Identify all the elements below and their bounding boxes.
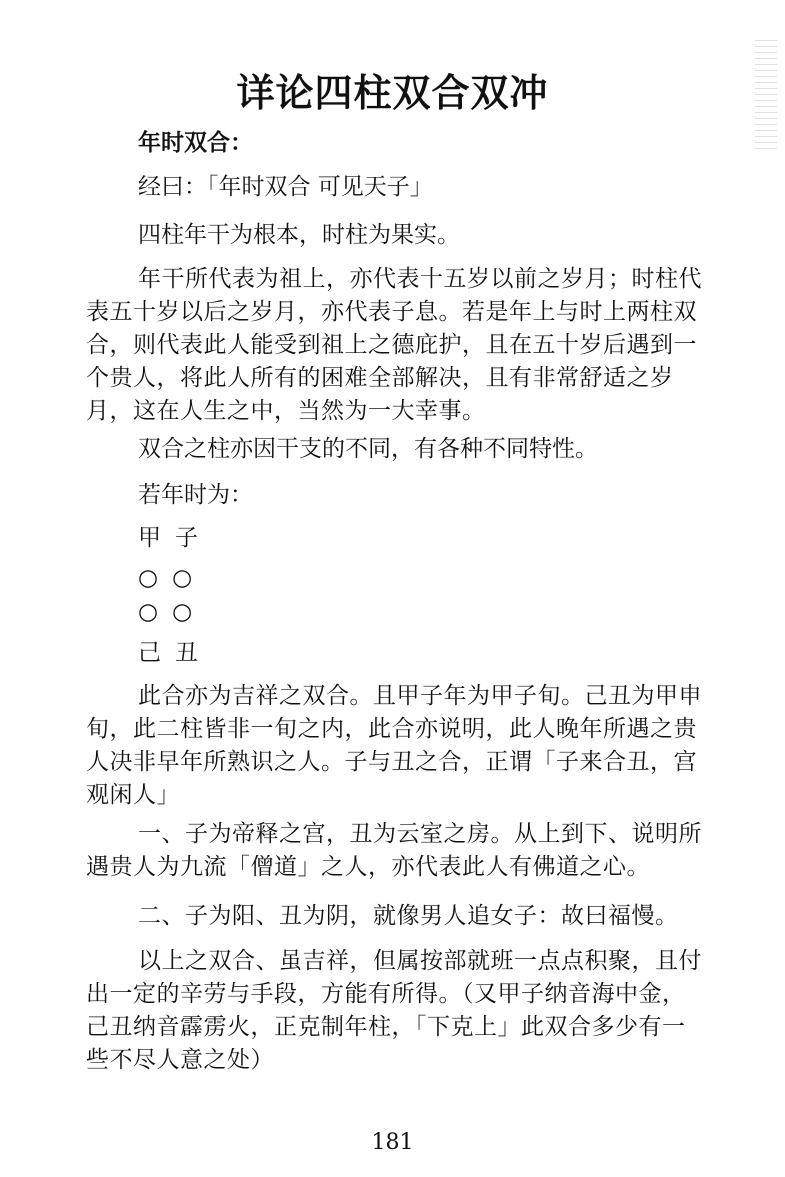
pillar-row-4: 己丑: [138, 640, 212, 666]
page-title: 详论四柱双合双冲: [236, 71, 549, 115]
page-number: 181: [371, 1130, 414, 1155]
pillar-row-3: ○○: [138, 599, 207, 625]
classic-quote: 经曰：「年时双合 可见天子」: [138, 174, 433, 200]
paragraph-4: 若年时为：: [138, 482, 253, 508]
paragraph-3: 双合之柱亦因干支的不同，有各种不同特性。: [138, 436, 598, 462]
paragraph-7: 二、子为阳、丑为阴，就像男人追女子：故曰福慢。: [138, 903, 679, 929]
paragraph-2: 年干所代表为祖上，亦代表十五岁以前之岁月；时柱代表五十岁以后之岁月，亦代表子息。若是年上与时上两柱双合，则代表此人能受到祖上之德庇护，且在五十岁后遇到一个贵人，将此人所有的困难全部解决，且有非常舒适之岁月，这在人生之中，当然为一大幸事。: [86, 266, 702, 424]
pillar-row-1: 甲子: [138, 525, 212, 551]
paragraph-6: 一、子为帝释之宫，丑为云室之房。从上到下、说明所遇贵人为九流「僧道」之人，亦代表此人有佛道之心。: [86, 821, 702, 880]
paragraph-8: 以上之双合、虽吉祥，但属按部就班一点点积聚，且付出一定的辛劳与手段，方能有所得。（又甲子纳音海中金，己丑纳音霹雳火，正克制年柱，「下克上」此双合多少有一些不尽人意之处）: [86, 948, 702, 1073]
pillar-row-2: ○○: [138, 565, 207, 591]
paragraph-5: 此合亦为吉祥之双合。且甲子年为甲子旬。己丑为甲申旬，此二柱皆非一旬之内，此合亦说明，此人晚年所遇之贵人决非早年所熟识之人。子与丑之合，正谓「子来合丑，宫观闲人」: [86, 683, 702, 808]
paragraph-1: 四柱年干为根本，时柱为果实。: [138, 222, 460, 248]
section-subheading: 年时双合：: [138, 130, 253, 156]
